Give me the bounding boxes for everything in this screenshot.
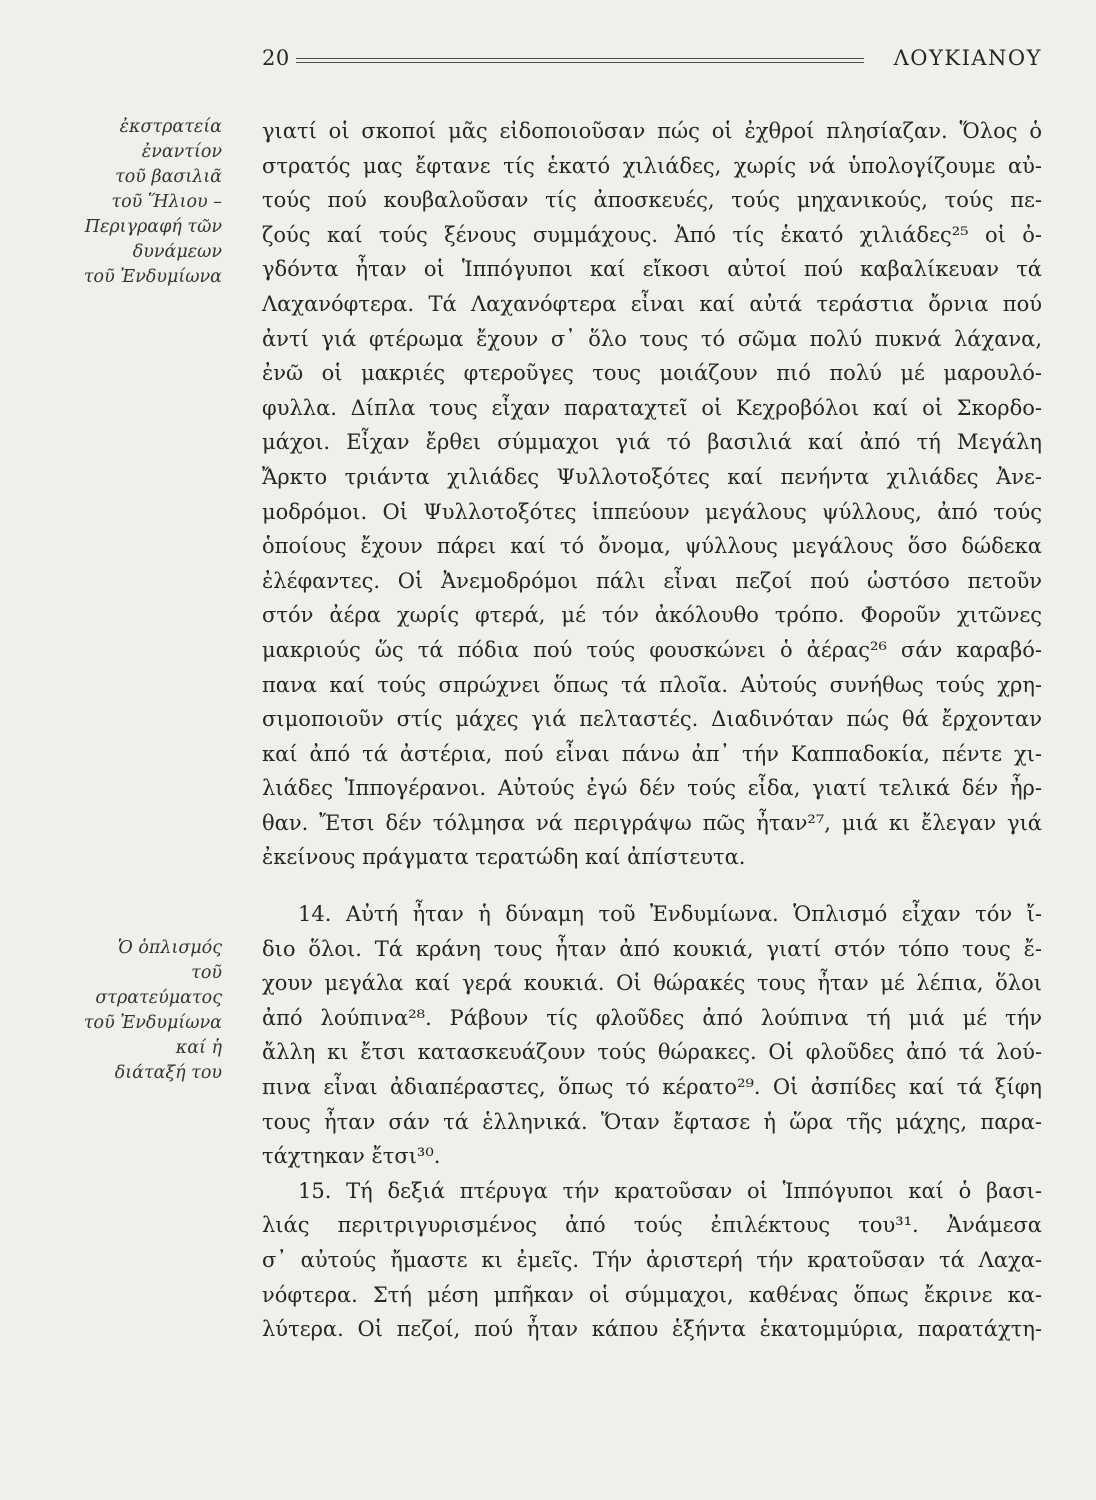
margin-note-line: ἐναντίον [141, 142, 222, 162]
text-line: στόν ἀέρα χωρίς φτερά, μέ τόν ἀκόλουθο τρόπο. Φοροῦν χιτῶνες [262, 603, 1042, 628]
text-line: τους ἦταν σάν τά ἑλληνικά. Ὅταν ἔφτασε ἡ ὥρα τῆς μάχης, παρα- [262, 1109, 1042, 1134]
header-rule [296, 58, 864, 63]
paragraph-gap [262, 875, 1042, 897]
text-line: ἐκείνους πράγματα τερατώδη καί ἀπίστευτα. [262, 845, 746, 870]
paragraph [262, 897, 1042, 1174]
margin-note-line: τοῦ [191, 963, 222, 983]
margin-note-line: στρατεύματος [95, 988, 222, 1008]
body-text [262, 114, 1042, 1347]
running-head: ΛΟΥΚΙΑΝΟΥ [893, 46, 1042, 70]
text-line: καί ἀπό τά ἀστέρια, πού εἶναι πάνω ἀπ᾽ τήν Καππαδοκία, πέντε χι- [262, 741, 1042, 766]
paragraph [262, 1174, 1042, 1347]
margin-note-line: καί ἡ [175, 1038, 222, 1058]
text-line: πανα καί τούς σπρώχνει ὅπως τά πλοῖα. Αὐτούς συνήθως τούς χρη- [262, 672, 1042, 697]
text-line: τούς πού κουβαλοῦσαν τίς ἀποσκευές, τούς μηχανικούς, τούς πε- [262, 188, 1042, 213]
text-line: ὁποίους ἔχουν πάρει καί τό ὄνομα, ψύλλους μεγάλους ὅσο δώδεκα [262, 534, 1042, 559]
text-line: ἐλέφαντες. Οἱ Ἀνεμοδρόμοι πάλι εἶναι πεζοί πού ὡστόσο πετοῦν [262, 568, 1042, 593]
text-line: νόφτερα. Στή μέση μπῆκαν οἱ σύμμαχοι, καθένας ὅπως ἔκρινε κα- [262, 1282, 1042, 1307]
margin-note-line: τοῦ Ἥλιου – [111, 192, 222, 212]
text-line: τάχτηκαν ἔτσι³⁰. [262, 1144, 441, 1169]
margin-note-line: τοῦ Ἐνδυμίωνα [83, 1013, 222, 1033]
text-line: ἄλλη κι ἔτσι κατασκευάζουν τούς θώρακες. Οἱ φλοῦδες ἀπό τά λού- [262, 1040, 1042, 1065]
text-line: μακριούς ὥς τά πόδια πού τούς φουσκώνει ὁ ἀέρας²⁶ σάν καραβό- [262, 637, 1042, 662]
text-line: λιάδες Ἱππογέρανοι. Αὐτούς ἐγώ δέν τούς εἶδα, γιατί τελικά δέν ἦρ- [262, 776, 1042, 801]
margin-note [32, 936, 222, 1086]
text-line: Λαχανόφτερα. Τά Λαχανόφτερα εἶναι καί αὐτά τεράστια ὄρνια πού [262, 291, 1042, 316]
margin-note [32, 115, 222, 290]
margin-note-line: διάταξή του [114, 1063, 222, 1083]
margin-note-line: τοῦ Ἐνδυμίωνα [83, 267, 222, 287]
paragraph [262, 114, 1042, 875]
text-line: λύτερα. Οἱ πεζοί, πού ἦταν κάπου ἑξήντα ἑκατομμύρια, παρατάχτη- [262, 1317, 1042, 1342]
text-line: γδόντα ἦταν οἱ Ἱππόγυποι καί εἴκοσι αὐτοί πού καβαλίκευαν τά [262, 257, 1042, 282]
text-line: ζούς καί τούς ξένους συμμάχους. Ἀπό τίς ἑκατό χιλιάδες²⁵ οἱ ὀ- [262, 222, 1042, 247]
text-line: θαν. Ἔτσι δέν τόλμησα νά περιγράψω πῶς ἦταν²⁷, μιά κι ἔλεγαν γιά [262, 810, 1042, 835]
text-line: πινα εἶναι ἀδιαπέραστες, ὅπως τό κέρατο²⁹. Οἱ ἀσπίδες καί τά ξίφη [262, 1075, 1042, 1100]
text-line: μοδρόμοι. Οἱ Ψυλλοτοξότες ἱππεύουν μεγάλους ψύλλους, ἀπό τούς [262, 499, 1042, 524]
text-line: 15. Τή δεξιά πτέρυγα τήν κρατοῦσαν οἱ Ἱππόγυποι καί ὁ βασι- [298, 1178, 1042, 1203]
text-line: φυλλα. Δίπλα τους εἶχαν παραταχτεῖ οἱ Κεχροβόλοι καί οἱ Σκορδο- [262, 395, 1042, 420]
page-number: 20 [262, 46, 290, 70]
margin-note-line: Ὁ ὁπλισμός [117, 938, 222, 958]
text-line: μάχοι. Εἶχαν ἔρθει σύμμαχοι γιά τό βασιλιά καί ἀπό τή Μεγάλη [262, 430, 1042, 455]
text-line: στρατός μας ἔφτανε τίς ἑκατό χιλιάδες, χωρίς νά ὑπολογίζουμε αὐ- [262, 153, 1042, 178]
page-header [262, 42, 1042, 78]
text-line: σ᾽ αὐτούς ἤμαστε κι ἐμεῖς. Τήν ἀριστερή τήν κρατοῦσαν τά Λαχα- [262, 1248, 1042, 1272]
text-line: Ἄρκτο τριάντα χιλιάδες Ψυλλοτοξότες καί πενήντα χιλιάδες Ἀνε- [262, 464, 1042, 489]
text-line: χουν μεγάλα καί γερά κουκιά. Οἱ θώρακές τους ἦταν μέ λέπια, ὅλοι [262, 971, 1042, 996]
margin-note-line: δυνάμεων [132, 242, 222, 262]
margin-note-line: Περιγραφή τῶν [84, 217, 222, 237]
text-line: 14. Αὐτή ἦταν ἡ δύναμη τοῦ Ἐνδυμίωνα. Ὁπλισμό εἶχαν τόν ἴ- [298, 902, 1042, 927]
text-line: λιάς περιτριγυρισμένος ἀπό τούς ἐπιλέκτους του³¹. Ἀνάμεσα [262, 1213, 1042, 1238]
margin-note-line: τοῦ βασιλιᾶ [115, 167, 222, 187]
text-line: σιμοποιοῦν στίς μάχες γιά πελταστές. Διαδινόταν πώς θά ἔρχονταν [262, 707, 1042, 732]
text-line: γιατί οἱ σκοποί μᾶς εἰδοποιοῦσαν πώς οἱ ἐχθροί πλησίαζαν. Ὅλος ὁ [262, 119, 1042, 143]
text-line: διο ὅλοι. Τά κράνη τους ἦταν ἀπό κουκιά, γιατί στόν τόπο τους ἔ- [262, 936, 1042, 961]
text-line: ἀπό λούπινα²⁸. Ράβουν τίς φλοῦδες ἀπό λούπινα τή μιά μέ τήν [262, 1005, 1042, 1030]
margin-note-line: ἐκστρατεία [119, 117, 222, 137]
text-line: ἐνῶ οἱ μακριές φτεροῦγες τους μοιάζουν πιό πολύ μέ μαρουλό- [262, 361, 1042, 386]
text-line: ἀντί γιά φτέρωμα ἔχουν σ᾽ ὅλο τους τό σῶμα πολύ πυκνά λάχανα, [262, 326, 1042, 351]
